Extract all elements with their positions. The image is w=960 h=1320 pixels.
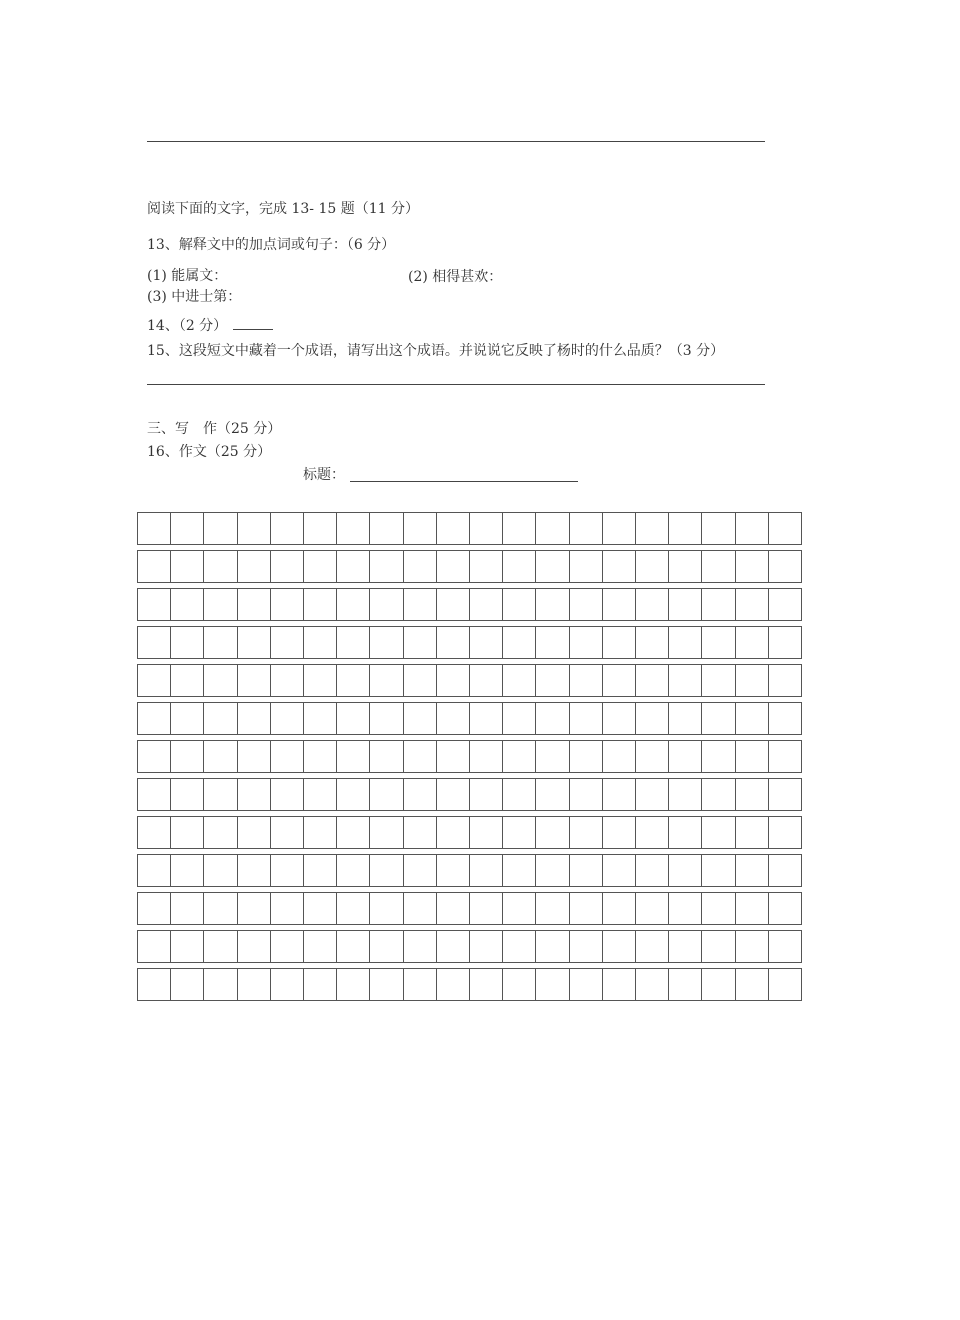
grid-cell[interactable] [503,893,536,924]
grid-row [137,626,802,659]
grid-cell[interactable] [171,779,204,810]
grid-cell[interactable] [337,969,370,1000]
grid-cell[interactable] [404,589,437,620]
grid-cell[interactable] [503,589,536,620]
answer-line-q15 [147,384,765,385]
grid-cell[interactable] [570,893,603,924]
question-14-blank[interactable] [233,317,273,330]
grid-cell[interactable] [536,627,569,658]
grid-cell[interactable] [370,551,403,582]
grid-cell[interactable] [536,931,569,962]
grid-cell[interactable] [503,741,536,772]
grid-cell[interactable] [238,589,271,620]
grid-cell[interactable] [769,513,802,544]
grid-cell[interactable] [171,969,204,1000]
grid-cell[interactable] [570,513,603,544]
grid-cell[interactable] [171,817,204,848]
grid-cell[interactable] [570,969,603,1000]
grid-cell[interactable] [404,627,437,658]
grid-cell[interactable] [437,741,470,772]
grid-cell[interactable] [736,893,769,924]
grid-cell[interactable] [437,513,470,544]
grid-cell[interactable] [702,589,735,620]
grid-cell[interactable] [271,551,304,582]
grid-cell[interactable] [204,665,237,696]
grid-cell[interactable] [636,703,669,734]
grid-cell[interactable] [736,969,769,1000]
grid-cell[interactable] [404,779,437,810]
grid-cell[interactable] [437,969,470,1000]
grid-cell[interactable] [138,551,171,582]
grid-cell[interactable] [669,627,702,658]
grid-cell[interactable] [536,969,569,1000]
grid-cell[interactable] [536,703,569,734]
grid-cell[interactable] [470,513,503,544]
grid-cell[interactable] [470,665,503,696]
grid-cell[interactable] [470,589,503,620]
grid-cell[interactable] [536,855,569,886]
grid-cell[interactable] [636,931,669,962]
grid-cell[interactable] [603,817,636,848]
grid-cell[interactable] [536,665,569,696]
grid-cell[interactable] [204,589,237,620]
grid-cell[interactable] [271,513,304,544]
grid-cell[interactable] [404,893,437,924]
grid-cell[interactable] [470,627,503,658]
grid-cell[interactable] [570,627,603,658]
grid-cell[interactable] [238,893,271,924]
grid-cell[interactable] [404,551,437,582]
grid-cell[interactable] [702,893,735,924]
grid-cell[interactable] [337,855,370,886]
grid-cell[interactable] [636,779,669,810]
grid-cell[interactable] [171,893,204,924]
grid-cell[interactable] [636,589,669,620]
grid-cell[interactable] [603,931,636,962]
grid-cell[interactable] [404,513,437,544]
grid-cell[interactable] [138,969,171,1000]
writing-section-title: 三、写 作（25 分） [147,421,282,437]
grid-cell[interactable] [437,627,470,658]
question-13: 13、解释文中的加点词或句子：（6 分） [147,237,396,253]
question-13-item-1: (1) 能属文： [147,268,228,284]
grid-cell[interactable] [669,893,702,924]
grid-cell[interactable] [769,589,802,620]
answer-line-top [147,141,765,142]
grid-cell[interactable] [536,893,569,924]
grid-cell[interactable] [404,817,437,848]
grid-cell[interactable] [204,817,237,848]
grid-cell[interactable] [736,817,769,848]
grid-cell[interactable] [271,665,304,696]
grid-cell[interactable] [138,741,171,772]
grid-cell[interactable] [138,589,171,620]
grid-cell[interactable] [570,703,603,734]
grid-row [137,664,802,697]
grid-cell[interactable] [238,741,271,772]
grid-cell[interactable] [470,703,503,734]
grid-cell[interactable] [536,513,569,544]
grid-cell[interactable] [304,893,337,924]
grid-cell[interactable] [337,665,370,696]
grid-cell[interactable] [636,513,669,544]
grid-cell[interactable] [337,589,370,620]
grid-cell[interactable] [769,779,802,810]
grid-cell[interactable] [370,703,403,734]
grid-row [137,778,802,811]
grid-cell[interactable] [669,741,702,772]
grid-cell[interactable] [370,817,403,848]
grid-cell[interactable] [437,855,470,886]
grid-cell[interactable] [437,893,470,924]
grid-cell[interactable] [370,589,403,620]
grid-cell[interactable] [503,779,536,810]
grid-cell[interactable] [404,741,437,772]
grid-cell[interactable] [238,931,271,962]
grid-cell[interactable] [370,741,403,772]
grid-cell[interactable] [171,931,204,962]
grid-cell[interactable] [138,817,171,848]
grid-row [137,816,802,849]
grid-cell[interactable] [769,551,802,582]
grid-cell[interactable] [536,589,569,620]
grid-cell[interactable] [204,779,237,810]
grid-cell[interactable] [138,855,171,886]
grid-cell[interactable] [503,969,536,1000]
grid-cell[interactable] [470,931,503,962]
grid-cell[interactable] [304,779,337,810]
grid-cell[interactable] [636,855,669,886]
grid-cell[interactable] [337,931,370,962]
grid-cell[interactable] [536,779,569,810]
question-13-item-2: (2) 相得甚欢： [408,269,503,285]
grid-cell[interactable] [204,513,237,544]
grid-cell[interactable] [271,589,304,620]
grid-cell[interactable] [271,703,304,734]
grid-cell[interactable] [337,893,370,924]
grid-cell[interactable] [337,551,370,582]
grid-cell[interactable] [503,627,536,658]
grid-cell[interactable] [138,931,171,962]
grid-cell[interactable] [470,551,503,582]
grid-cell[interactable] [570,589,603,620]
grid-cell[interactable] [370,627,403,658]
grid-cell[interactable] [536,551,569,582]
grid-cell[interactable] [404,931,437,962]
grid-cell[interactable] [470,817,503,848]
grid-cell[interactable] [636,627,669,658]
grid-cell[interactable] [138,893,171,924]
grid-cell[interactable] [404,969,437,1000]
grid-row [137,854,802,887]
grid-cell[interactable] [171,665,204,696]
grid-cell[interactable] [238,969,271,1000]
grid-cell[interactable] [736,665,769,696]
grid-cell[interactable] [204,893,237,924]
grid-cell[interactable] [603,969,636,1000]
reading-intro: 阅读下面的文字，完成 13- 15 题（11 分） [147,201,419,217]
grid-row [137,968,802,1001]
grid-cell[interactable] [370,513,403,544]
grid-cell[interactable] [736,855,769,886]
grid-cell[interactable] [570,741,603,772]
grid-cell[interactable] [736,589,769,620]
title-input-line[interactable] [350,481,578,482]
grid-cell[interactable] [603,893,636,924]
grid-cell[interactable] [736,931,769,962]
grid-cell[interactable] [404,855,437,886]
grid-cell[interactable] [238,817,271,848]
grid-cell[interactable] [503,855,536,886]
grid-cell[interactable] [304,627,337,658]
grid-cell[interactable] [204,703,237,734]
grid-cell[interactable] [702,551,735,582]
grid-cell[interactable] [437,551,470,582]
grid-cell[interactable] [702,779,735,810]
grid-cell[interactable] [503,817,536,848]
grid-cell[interactable] [271,855,304,886]
grid-cell[interactable] [370,969,403,1000]
grid-cell[interactable] [702,741,735,772]
grid-cell[interactable] [437,703,470,734]
grid-cell[interactable] [769,817,802,848]
grid-cell[interactable] [736,779,769,810]
grid-cell[interactable] [603,855,636,886]
grid-cell[interactable] [669,665,702,696]
grid-cell[interactable] [636,969,669,1000]
grid-cell[interactable] [337,779,370,810]
grid-cell[interactable] [271,741,304,772]
grid-cell[interactable] [404,665,437,696]
grid-cell[interactable] [603,513,636,544]
grid-cell[interactable] [736,741,769,772]
grid-cell[interactable] [238,665,271,696]
grid-cell[interactable] [204,551,237,582]
grid-cell[interactable] [238,703,271,734]
grid-cell[interactable] [204,931,237,962]
grid-cell[interactable] [238,551,271,582]
grid-cell[interactable] [603,779,636,810]
grid-cell[interactable] [636,551,669,582]
grid-cell[interactable] [337,627,370,658]
grid-cell[interactable] [304,969,337,1000]
grid-row [137,512,802,545]
grid-cell[interactable] [769,931,802,962]
grid-cell[interactable] [636,741,669,772]
grid-cell[interactable] [238,779,271,810]
grid-cell[interactable] [736,551,769,582]
grid-row [137,740,802,773]
grid-cell[interactable] [304,741,337,772]
grid-cell[interactable] [370,779,403,810]
grid-row [137,588,802,621]
grid-cell[interactable] [769,741,802,772]
grid-cell[interactable] [370,931,403,962]
grid-cell[interactable] [636,817,669,848]
grid-cell[interactable] [304,817,337,848]
grid-cell[interactable] [503,513,536,544]
grid-cell[interactable] [437,589,470,620]
grid-cell[interactable] [702,665,735,696]
grid-cell[interactable] [171,627,204,658]
grid-cell[interactable] [171,551,204,582]
grid-cell[interactable] [204,969,237,1000]
grid-cell[interactable] [304,665,337,696]
question-14: 14、（2 分） [147,318,228,334]
grid-cell[interactable] [669,969,702,1000]
grid-cell[interactable] [204,741,237,772]
grid-cell[interactable] [570,931,603,962]
grid-cell[interactable] [171,741,204,772]
grid-cell[interactable] [603,665,636,696]
grid-cell[interactable] [669,551,702,582]
grid-cell[interactable] [503,551,536,582]
grid-cell[interactable] [204,627,237,658]
grid-cell[interactable] [271,969,304,1000]
grid-cell[interactable] [138,665,171,696]
grid-cell[interactable] [570,665,603,696]
grid-cell[interactable] [570,779,603,810]
grid-cell[interactable] [304,589,337,620]
grid-cell[interactable] [204,855,237,886]
grid-cell[interactable] [669,589,702,620]
grid-cell[interactable] [138,703,171,734]
grid-cell[interactable] [769,665,802,696]
grid-cell[interactable] [404,703,437,734]
grid-cell[interactable] [138,513,171,544]
grid-row [137,892,802,925]
grid-cell[interactable] [702,969,735,1000]
grid-cell[interactable] [769,627,802,658]
grid-cell[interactable] [337,741,370,772]
grid-cell[interactable] [636,893,669,924]
grid-cell[interactable] [370,665,403,696]
grid-cell[interactable] [669,931,702,962]
grid-cell[interactable] [769,893,802,924]
grid-cell[interactable] [503,665,536,696]
grid-row [137,702,802,735]
grid-cell[interactable] [570,817,603,848]
grid-cell[interactable] [437,817,470,848]
grid-cell[interactable] [570,551,603,582]
grid-cell[interactable] [271,931,304,962]
grid-cell[interactable] [536,741,569,772]
grid-cell[interactable] [437,779,470,810]
grid-cell[interactable] [503,931,536,962]
composition-grid[interactable] [137,512,802,1001]
grid-cell[interactable] [470,855,503,886]
grid-cell[interactable] [702,817,735,848]
grid-cell[interactable] [304,931,337,962]
grid-cell[interactable] [304,703,337,734]
grid-cell[interactable] [669,855,702,886]
question-16: 16、作文（25 分） [147,444,272,460]
grid-cell[interactable] [470,741,503,772]
grid-cell[interactable] [337,513,370,544]
grid-cell[interactable] [238,627,271,658]
grid-row [137,930,802,963]
grid-cell[interactable] [769,855,802,886]
grid-cell[interactable] [636,665,669,696]
grid-cell[interactable] [370,893,403,924]
grid-cell[interactable] [238,513,271,544]
grid-cell[interactable] [736,703,769,734]
question-13-item-3: (3) 中进士第： [147,289,242,305]
grid-cell[interactable] [470,969,503,1000]
grid-cell[interactable] [171,589,204,620]
grid-cell[interactable] [138,627,171,658]
grid-cell[interactable] [536,817,569,848]
grid-cell[interactable] [736,513,769,544]
grid-cell[interactable] [171,513,204,544]
grid-cell[interactable] [470,779,503,810]
grid-cell[interactable] [171,855,204,886]
grid-cell[interactable] [769,703,802,734]
grid-cell[interactable] [702,855,735,886]
grid-cell[interactable] [171,703,204,734]
grid-cell[interactable] [603,551,636,582]
grid-cell[interactable] [437,931,470,962]
grid-cell[interactable] [138,779,171,810]
grid-cell[interactable] [304,513,337,544]
title-label: 标题： [303,467,345,483]
grid-cell[interactable] [304,855,337,886]
question-15: 15、这段短文中藏着一个成语，请写出这个成语。并说说它反映了杨时的什么品质？（3 分） [147,343,725,359]
grid-cell[interactable] [437,665,470,696]
grid-cell[interactable] [603,741,636,772]
grid-cell[interactable] [337,703,370,734]
grid-cell[interactable] [702,931,735,962]
grid-cell[interactable] [669,703,702,734]
grid-cell[interactable] [271,817,304,848]
grid-cell[interactable] [271,779,304,810]
grid-cell[interactable] [503,703,536,734]
grid-cell[interactable] [238,855,271,886]
grid-cell[interactable] [702,513,735,544]
grid-cell[interactable] [370,855,403,886]
grid-cell[interactable] [337,817,370,848]
grid-cell[interactable] [669,817,702,848]
grid-cell[interactable] [736,627,769,658]
grid-cell[interactable] [669,779,702,810]
grid-cell[interactable] [271,627,304,658]
grid-cell[interactable] [470,893,503,924]
question-14-row [147,315,273,335]
grid-cell[interactable] [702,627,735,658]
grid-cell[interactable] [304,551,337,582]
grid-cell[interactable] [769,969,802,1000]
grid-cell[interactable] [603,703,636,734]
grid-cell[interactable] [669,513,702,544]
grid-row [137,550,802,583]
grid-cell[interactable] [603,589,636,620]
grid-cell[interactable] [702,703,735,734]
grid-cell[interactable] [603,627,636,658]
grid-cell[interactable] [271,893,304,924]
grid-cell[interactable] [570,855,603,886]
